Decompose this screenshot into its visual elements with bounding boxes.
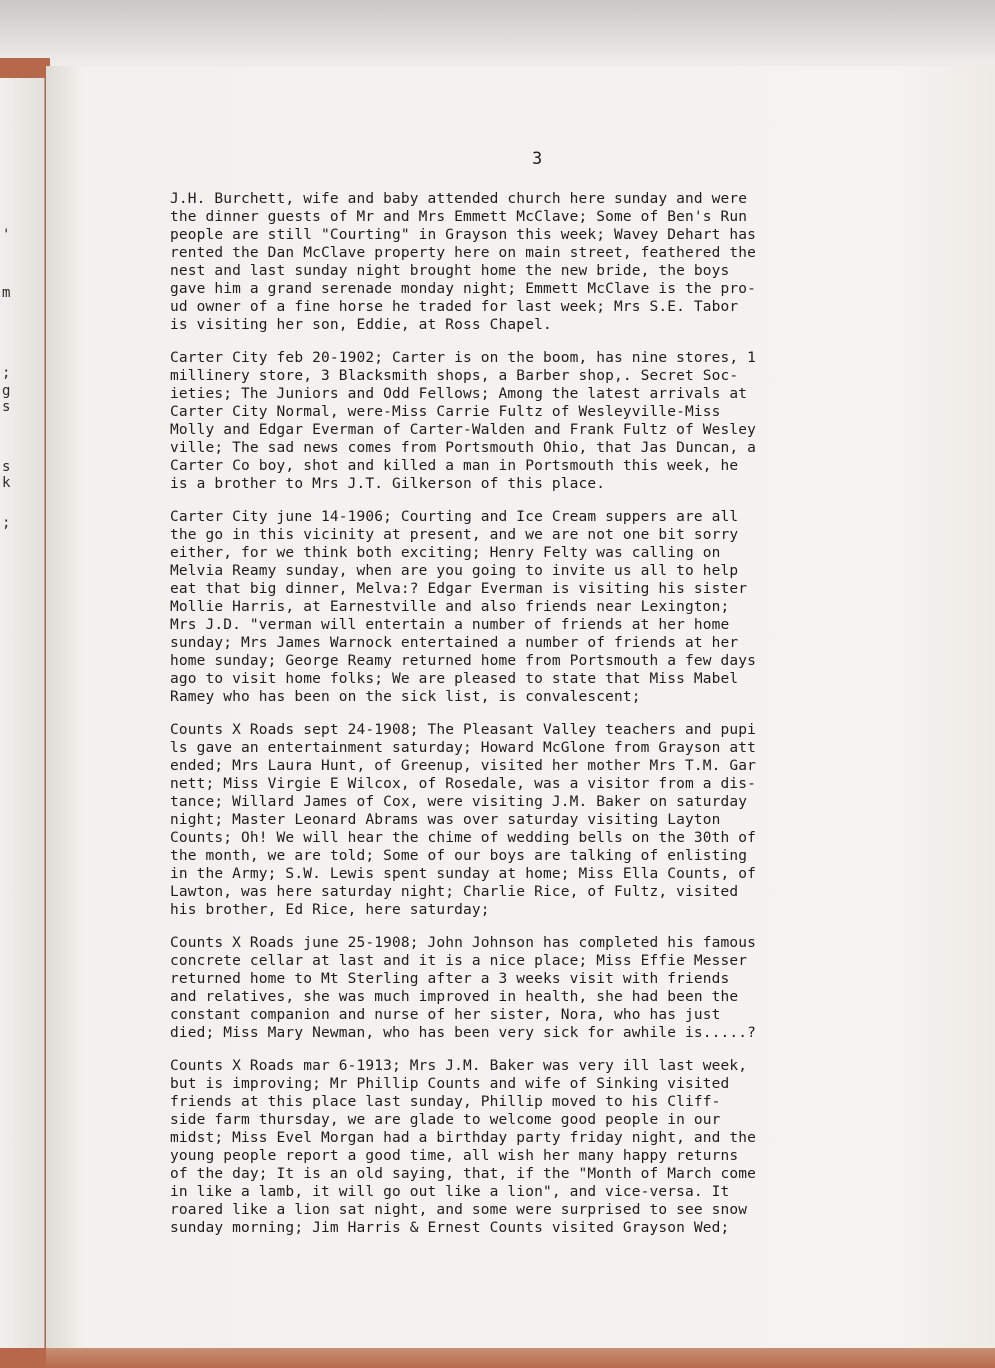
text-line: is visiting her son, Eddie, at Ross Chapel. (170, 317, 552, 333)
news-paragraph (170, 1057, 940, 1237)
text-line: eat that big dinner, Melva:? Edgar Everman is visiting his sister (170, 581, 748, 597)
page-number: 3 (532, 149, 543, 169)
text-line: his brother, Ed Rice, here saturday; (170, 902, 490, 918)
text-line: the dinner guests of Mr and Mrs Emmett McClave; Some of Ben's Run (170, 209, 748, 225)
text-line: but is improving; Mr Phillip Counts and wife of Sinking visited (170, 1076, 730, 1092)
text-line: sunday morning; Jim Harris & Ernest Counts visited Grayson Wed; (170, 1220, 730, 1236)
text-line: gave him a grand serenade monday night; Emmett McClave is the pro- (170, 281, 757, 297)
edge-mark: s (2, 459, 11, 475)
text-line: Carter City june 14-1906; Courting and Ice Cream suppers are all (170, 509, 739, 525)
edge-mark: g (2, 383, 11, 399)
text-line: millinery store, 3 Blacksmith shops, a Barber shop,. Secret Soc- (170, 368, 739, 384)
text-line: night; Master Leonard Abrams was over saturday visiting Layton (170, 812, 721, 828)
text-line: in like a lamb, it will go out like a lion", and vice-versa. It (170, 1184, 730, 1200)
text-line: people are still "Courting" in Grayson this week; Wavey Dehart has (170, 227, 757, 243)
text-line: Carter Co boy, shot and killed a man in Portsmouth this week, he (170, 458, 739, 474)
text-line: rented the Dan McClave property here on main street, feathered the (170, 245, 757, 261)
text-line: side farm thursday, we are glade to welcome good people in our (170, 1112, 721, 1128)
text-line: roared like a lion sat night, and some were surprised to see snow (170, 1202, 748, 1218)
text-line: nest and last sunday night brought home the new bride, the boys (170, 263, 730, 279)
text-line: J.H. Burchett, wife and baby attended church here sunday and were (170, 191, 748, 207)
text-line: died; Miss Mary Newman, who has been very sick for awhile is.....? (170, 1025, 757, 1041)
text-line: tance; Willard James of Cox, were visiting J.M. Baker on saturday (170, 794, 748, 810)
edge-mark: ' (2, 227, 11, 243)
text-line: ville; The sad news comes from Portsmouth Ohio, that Jas Duncan, a (170, 440, 757, 456)
text-line: ended; Mrs Laura Hunt, of Greenup, visited her mother Mrs T.M. Gar (170, 758, 757, 774)
text-line: returned home to Mt Sterling after a 3 weeks visit with friends (170, 971, 730, 987)
text-line: ieties; The Juniors and Odd Fellows; Among the latest arrivals at (170, 386, 748, 402)
text-line: Mollie Harris, at Earnestville and also friends near Lexington; (170, 599, 730, 615)
text-line: Mrs J.D. "verman will entertain a number of friends at her home (170, 617, 730, 633)
news-paragraph (170, 508, 940, 706)
binder-bottom-edge (46, 1348, 995, 1368)
text-line: Counts X Roads sept 24-1908; The Pleasant Valley teachers and pupi (170, 722, 757, 738)
text-line: Carter City Normal, were-Miss Carrie Fultz of Wesleyville-Miss (170, 404, 721, 420)
news-paragraph (170, 190, 940, 334)
text-line: Melvia Reamy sunday, when are you going to invite us all to help (170, 563, 739, 579)
news-paragraph (170, 934, 940, 1042)
edge-mark: k (2, 475, 11, 491)
text-line: ud owner of a fine horse he traded for last week; Mrs S.E. Tabor (170, 299, 739, 315)
text-line: concrete cellar at last and it is a nice place; Miss Effie Messer (170, 953, 748, 969)
text-line: friends at this place last sunday, Phillip moved to his Cliff- (170, 1094, 721, 1110)
text-line: home sunday; George Reamy returned home from Portsmouth a few days (170, 653, 757, 669)
document-body (170, 190, 940, 1252)
text-line: sunday; Mrs James Warnock entertained a number of friends at her (170, 635, 739, 651)
edge-mark: ; (2, 515, 11, 531)
text-line: young people report a good time, all wish her many happy returns (170, 1148, 739, 1164)
text-line: Counts X Roads june 25-1908; John Johnson has completed his famous (170, 935, 757, 951)
edge-mark: ; (2, 365, 11, 381)
left-page-edge (0, 78, 45, 1348)
text-line: the go in this vicinity at present, and we are not one bit sorry (170, 527, 739, 543)
text-line: either, for we think both exciting; Henry Felty was calling on (170, 545, 721, 561)
text-line: ls gave an entertainment saturday; Howard McGlone from Grayson att (170, 740, 757, 756)
text-line: Counts X Roads mar 6-1913; Mrs J.M. Baker was very ill last week, (170, 1058, 748, 1074)
text-line: constant companion and nurse of her sister, Nora, who has just (170, 1007, 721, 1023)
text-line: the month, we are told; Some of our boys are talking of enlisting (170, 848, 748, 864)
text-line: Molly and Edgar Everman of Carter-Walden and Frank Fultz of Wesley (170, 422, 757, 438)
top-shadow (0, 0, 995, 60)
news-paragraph (170, 349, 940, 493)
edge-mark: s (2, 399, 11, 415)
text-line: Ramey who has been on the sick list, is convalescent; (170, 689, 641, 705)
text-line: nett; Miss Virgie E Wilcox, of Rosedale, was a visitor from a dis- (170, 776, 757, 792)
text-line: in the Army; S.W. Lewis spent sunday at home; Miss Ella Counts, of (170, 866, 757, 882)
edge-mark: m (2, 285, 11, 301)
text-line: is a brother to Mrs J.T. Gilkerson of this place. (170, 476, 606, 492)
text-line: midst; Miss Evel Morgan had a birthday party friday night, and the (170, 1130, 757, 1146)
text-line: and relatives, she was much improved in health, she had been the (170, 989, 739, 1005)
text-line: Lawton, was here saturday night; Charlie Rice, of Fultz, visited (170, 884, 739, 900)
text-line: Carter City feb 20-1902; Carter is on the boom, has nine stores, 1 (170, 350, 757, 366)
text-line: ago to visit home folks; We are pleased to state that Miss Mabel (170, 671, 739, 687)
text-line: Counts; Oh! We will hear the chime of wedding bells on the 30th of (170, 830, 757, 846)
text-line: of the day; It is an old saying, that, if the "Month of March come (170, 1166, 757, 1182)
news-paragraph (170, 721, 940, 919)
